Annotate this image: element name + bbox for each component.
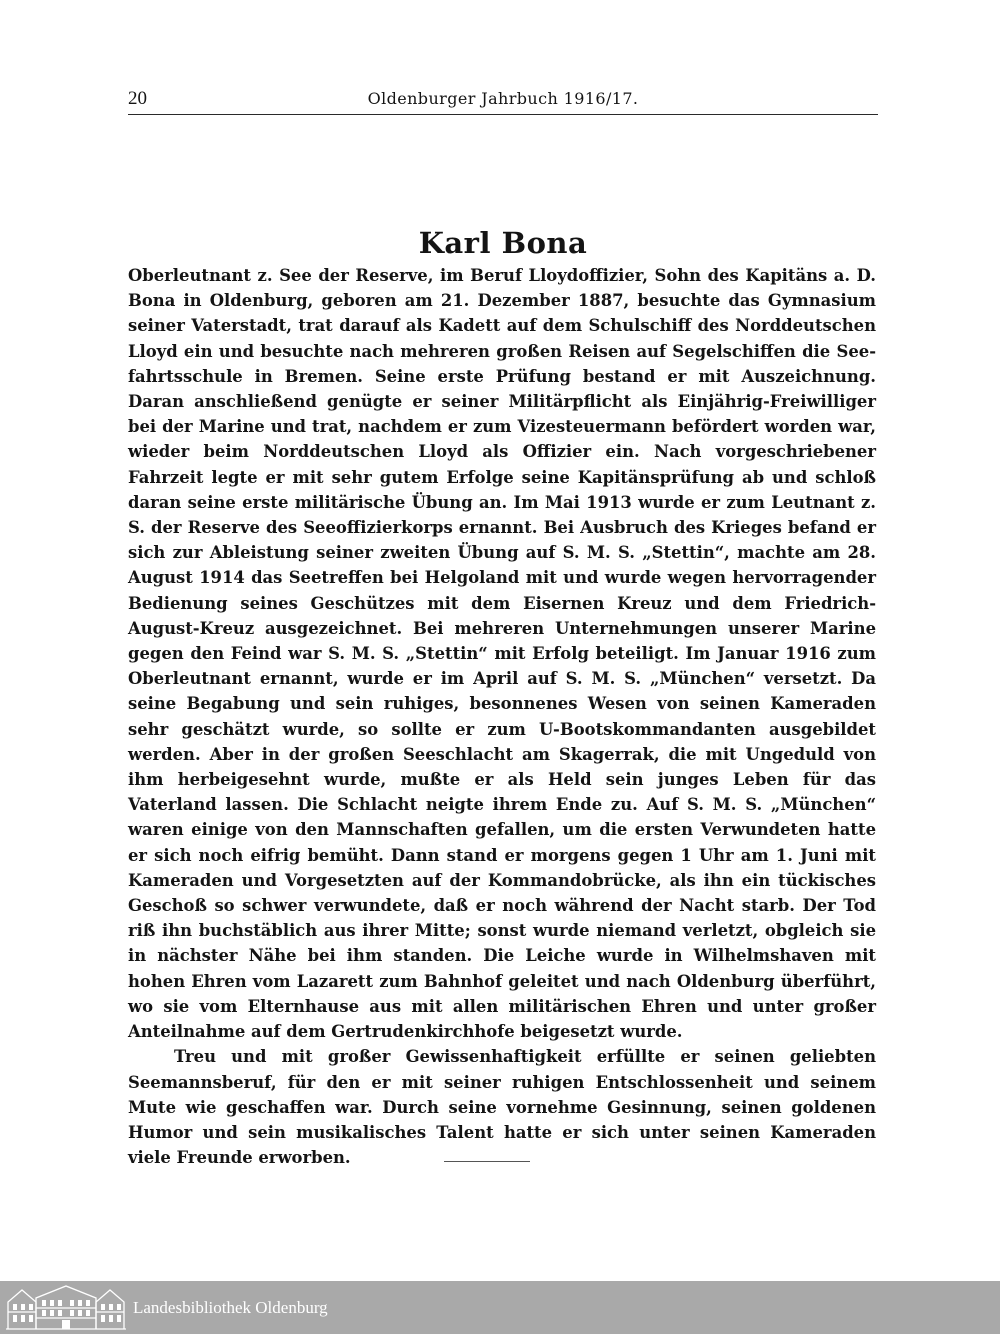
article-title: Karl Bona (418, 226, 588, 260)
library-building-icon (6, 1284, 126, 1330)
page-header (128, 86, 878, 115)
library-label: Landesbibliothek Oldenburg (133, 1298, 328, 1317)
paragraph: Oberleutnant z. See der Reserve, im Beruf Lloydoffizier, Sohn des Kapitäns a. D. Bona in Oldenburg, geboren am 21. Dezember 1887, besuchte das Gymnasium seiner Vaterstadt, trat darauf als Kadett auf dem Schulschiff des Norddeutschen Lloyd ein und besuchte nach mehreren großen Reisen auf Segelschiffen die Seefahrtsschule in Bremen. Seine erste Prüfung bestand er mit Auszeichnung. Daran anschließend genügte er seiner Militärpflicht als Einjährig-Freiwilliger bei der Marine und trat, nachdem er zum Vizesteuermann befördert worden war, wieder beim Norddeutschen Lloyd als Offizier ein. Nach vorgeschriebener Fahrzeit legte er mit sehr gutem Erfolge seine Kapitänsprüfung ab und schloß daran seine erste militärische Übung an. Im Mai 1913 wurde er zum Leutnant z. S. der Reserve des Seeoffizierkorps ernannt. Bei Ausbruch des Krieges befand er sich zur Ableistung seiner zweiten Übung auf S. M. S. „Stettin“, machte am 28. August 1914 das Seetreffen bei Helgoland mit und wurde wegen hervorragender Bedienung seines Geschützes mit dem Eisernen Kreuz und dem Friedrich-August-Kreuz ausgezeichnet. Bei mehreren Unternehmungen unserer Marine gegen den Feind war S. M. S. „Stettin“ mit Erfolg beteiligt. Im Januar 1916 zum Oberleutnant ernannt, wurde er im April auf S. M. S. „München“ versetzt. Da seine Begabung und sein ruhiges, besonnenes Wesen von seinen Kameraden sehr geschätzt wurde, so sollte er zum U-Bootskommandanten ausgebildet werden. Aber in der großen Seeschlacht am Skagerrak, die mit Ungeduld von ihm herbeigesehnt wurde, mußte er als Held sein junges Leben für das Vaterland lassen. Die Schlacht neigte ihrem Ende zu. Auf S. M. S. „München“ waren einige von den Mannschaften gefallen, um die ersten Verwundeten hatte er sich noch eifrig bemüht. Dann stand er morgens gegen 1 Uhr am 1. Juni mit Kameraden und Vorgesetzten auf der Kommandobrücke, als ihn ein tückisches Geschoß so schwer verwundete, daß er noch während der Nacht starb. Der Tod riß ihn buchstäblich aus ihrer Mitte; sonst wurde niemand verletzt, obgleich sie in nächster Nähe bei ihm standen. Die Leiche wurde in Wilhelmshaven mit hohen Ehren vom Lazarett zum Bahnhof geleitet und nach Oldenburg überführt, wo sie vom Elternhause aus mit allen militärischen Ehren und unter großer Anteilnahme auf dem Gertrudenkirchhofe beigesetzt wurde. (128, 266, 876, 1042)
end-rule (444, 1161, 530, 1162)
article-body (128, 263, 876, 1170)
footer-bar (0, 1281, 1000, 1334)
running-title: Oldenburger Jahrbuch 1916/17. (367, 89, 639, 108)
page-number: 20 (128, 88, 147, 109)
paragraph: Treu und mit großer Gewissenhaftigkeit erfüllte er seinen geliebten Seemannsberuf, für den er mit seiner ruhigen Entschlossenheit und seinem Mute wie geschaffen war. Durch seine vornehme Gesinnung, seinen goldenen Humor und sein musikalisches Talent hatte er sich unter seinen Kameraden viele Freunde erworben. (128, 1047, 876, 1168)
